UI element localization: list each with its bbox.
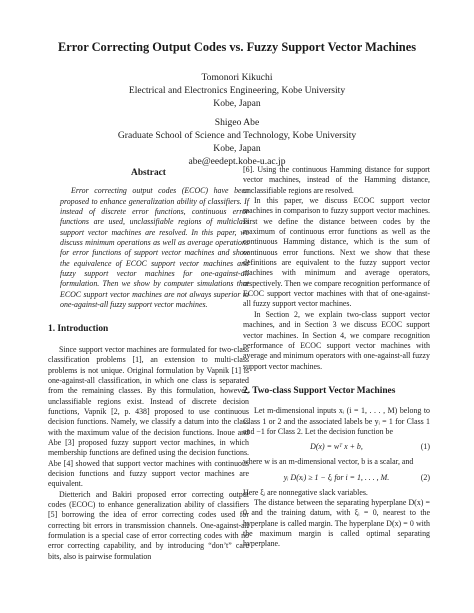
- author-affiliation: Electrical and Electronics Engineering, Kobe University: [128, 85, 346, 96]
- paragraph: Let m-dimensional inputs xᵢ (i = 1, . . . , M) belong to Class 1 or 2 and the associated labels be yᵢ = 1 for Class 1 and −1 for Class 2. Let the decision function be: [243, 406, 430, 436]
- equation: [243, 437, 430, 457]
- paragraph: where w is an m-dimensional vector, b is a scalar, and: [243, 457, 414, 467]
- author-name: Tomonori Kikuchi: [201, 72, 273, 83]
- equation-expression: yᵢ D(xᵢ) ≥ 1 − ξᵢ for i = 1, . . . , M.: [283, 472, 390, 482]
- paper-title: Error Correcting Output Codes vs. Fuzzy Support Vector Machines: [57, 40, 417, 54]
- author-name: Shigeo Abe: [214, 117, 260, 128]
- paragraph: The distance between the separating hyperplane D(x) = 0 and the training datum, with ξᵢ = 0, nearest to the hyperplane is called margin. The hyperplane D(x) = 0 with the maximum margin is called optimal separating hyperplane.: [243, 497, 430, 549]
- paragraph: In this paper, we discuss ECOC support vector machines in comparison to fuzzy support vector machines. First we define the distance between codes by the maximum of continuous error functions as well as the continuous Hamming distance, which is the sum of continuous error functions. Next we show that these definitions are equivalent to the fuzzy support vector machines with minimum and average operators, respectively. Then we compare recognition performance of ECOC support vector machines with that of one-against-all fuzzy support vector machines.: [243, 196, 430, 309]
- abstract-heading: Abstract: [131, 168, 166, 178]
- right-column: [243, 165, 430, 550]
- paragraph: In Section 2, we explain two-class support vector machines, and in Section 3 we discuss ECOC support vector machines. In Section 4, we compare recognition performance of ECOC support vector machines with average and minimum operators with one-against-all fuzzy support vector machines.: [243, 309, 430, 371]
- equation-number: (2): [420, 472, 430, 482]
- author-location: Kobe, Japan: [213, 98, 261, 109]
- equation-number: (1): [420, 442, 430, 452]
- paragraph: [6]. Using the continuous Hamming distance for support vector machines, instead of the Hamming distance, unclassifiable regions are resolved.: [243, 165, 430, 195]
- paragraph: Here ξᵢ are nonnegative slack variables.: [243, 487, 368, 497]
- author-affiliation: Graduate School of Science and Technology, Kobe University: [117, 130, 357, 141]
- equation-expression: D(x) = wᵀ x + b,: [310, 442, 363, 452]
- paragraph: Dietterich and Bakiri proposed error correcting output codes (ECOC) to enhance generalization ability of classifiers [5] borrowing the idea of error correcting codes used for correcting bit errors in transmission channels. One-against-all formulation is a special case of error correcting codes with no error correcting capability, and by introducing “don’t” care bits, also is pairwise formulation: [48, 489, 249, 561]
- section-heading: 1. Introduction: [48, 324, 109, 335]
- left-column: [48, 168, 249, 562]
- author-email: abe@eedept.kobe-u.ac.jp: [188, 156, 286, 167]
- abstract-text: Error correcting output codes (ECOC) have been proposed to enhance generalization ability of classifiers. If instead of discrete error functions, continuous error functions are used, unclassifiable regions of multiclass support vector machines are resolved. In this paper, we discuss minimum operations as well as average operations for error functions of support vector machines and show the equivalence of ECOC support vector machines and fuzzy support vector machines for one-against-all formulation. Then we show by computer simulations that ECOC support vector machines are not always superior to one-against-all fuzzy support vector machines.: [60, 186, 249, 310]
- author-block: [0, 71, 474, 168]
- author-location: Kobe, Japan: [213, 143, 261, 154]
- equation: [243, 468, 430, 488]
- section-heading: 2. Two-class Support Vector Machines: [243, 385, 396, 396]
- paragraph: Since support vector machines are formulated for two-class classification problems [1], an extension to multi-class problems is not unique. Original formulation by Vapnik [1] is one-against-all classification, in which one class is separated from the remaining classes. By this formulation, however, unclassifiable regions exist. Instead of discrete decision functions, Vapnik [2, p. 438] proposed to use continuous decision functions. Namely, we classify a datum into the class with the maximum value of the decision functions. Inoue and Abe [3] proposed fuzzy support vector machines, in which membership functions are defined using the decision functions. Abe [4] showed that support vector machines with continuous decision functions and fuzzy support vector machines are equivalent.: [48, 344, 249, 489]
